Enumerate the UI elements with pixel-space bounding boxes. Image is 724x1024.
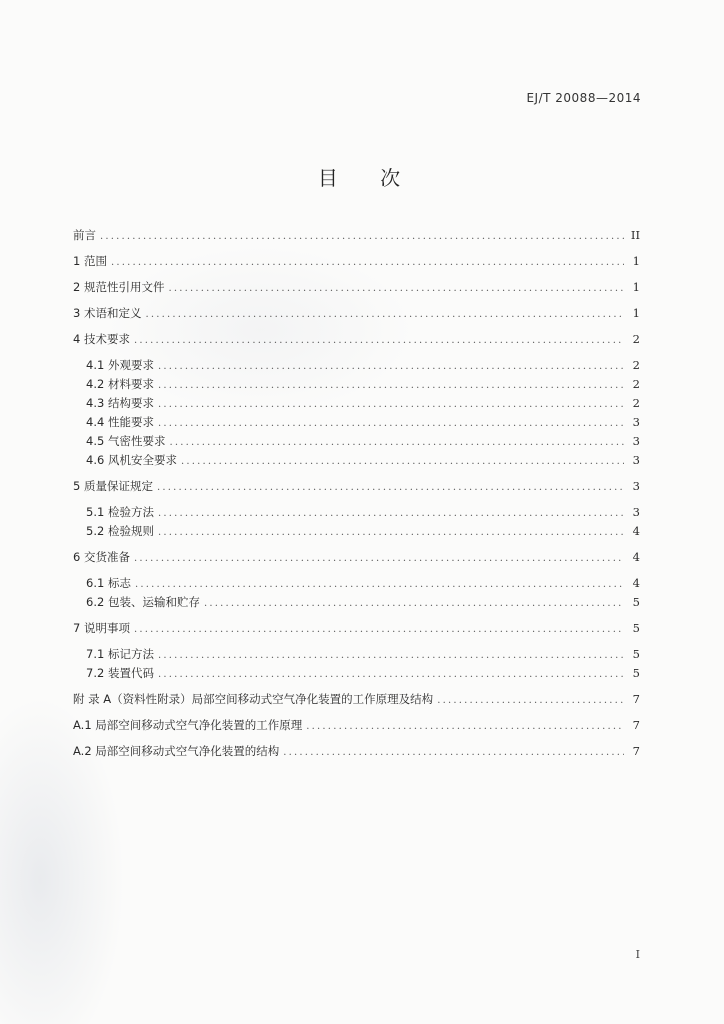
toc-entry-page: 4 — [632, 524, 640, 538]
toc-leader-dots — [306, 720, 624, 734]
toc-entry-label: 6 交货准备 — [73, 550, 130, 564]
toc-entry[interactable] — [73, 744, 640, 758]
toc-entry-label: 6.2 包装、运输和贮存 — [86, 595, 200, 609]
toc-entry-label: 附 录 A（资料性附录）局部空间移动式空气净化装置的工作原理及结构 — [73, 692, 434, 706]
toc-entry-page: 2 — [632, 396, 640, 410]
toc-entry-page: 4 — [632, 550, 640, 564]
toc-entry-label: 5.1 检验方法 — [86, 505, 154, 519]
toc-entry-page: 7 — [632, 744, 640, 758]
toc-entry[interactable] — [86, 524, 640, 538]
toc-leader-dots — [134, 552, 624, 566]
toc-entry-page: 3 — [632, 453, 640, 467]
toc-entry[interactable] — [86, 358, 640, 372]
toc-entry[interactable] — [86, 415, 640, 429]
toc-entry-page: 7 — [632, 718, 640, 732]
toc-entry-label: 7.1 标记方法 — [86, 647, 154, 661]
toc-entry[interactable] — [86, 377, 640, 391]
toc-entry-label: 1 范围 — [73, 254, 107, 268]
toc-leader-dots — [158, 398, 624, 412]
toc-entry-page: 5 — [632, 647, 640, 661]
toc-leader-dots — [283, 746, 624, 760]
toc-entry[interactable] — [86, 576, 640, 590]
toc-entry-label: 前言 — [73, 228, 96, 242]
footer-page-number: I — [635, 948, 640, 961]
toc-entry[interactable] — [73, 550, 640, 564]
toc-entry-page: 5 — [632, 595, 640, 609]
toc-entry-label: 4.2 材料要求 — [86, 377, 154, 391]
toc-entry[interactable] — [86, 396, 640, 410]
toc-entry-label: 5.2 检验规则 — [86, 524, 154, 538]
toc-leader-dots — [437, 694, 624, 708]
toc-leader-dots — [158, 526, 624, 540]
toc-leader-dots — [145, 308, 624, 322]
toc-entry[interactable] — [86, 595, 640, 609]
toc-entry[interactable] — [73, 692, 640, 706]
toc-entry-page: 3 — [632, 479, 640, 493]
toc-entry-page: 1 — [632, 254, 640, 268]
toc-entry-label: 4.6 风机安全要求 — [86, 453, 177, 467]
toc-entry[interactable] — [73, 332, 640, 346]
toc-entry-page: 2 — [632, 358, 640, 372]
toc-leader-dots — [158, 417, 624, 431]
toc-entry-label: 4 技术要求 — [73, 332, 130, 346]
toc-entry-page: 1 — [632, 280, 640, 294]
toc-entry[interactable] — [86, 666, 640, 680]
toc-entry-page: 3 — [632, 505, 640, 519]
toc-entry-label: 4.3 结构要求 — [86, 396, 154, 410]
toc-entry-label: 7 说明事项 — [73, 621, 130, 635]
document-code: EJ/T 20088—2014 — [526, 91, 641, 105]
toc-leader-dots — [134, 623, 624, 637]
toc-leader-dots — [135, 578, 624, 592]
toc-entry[interactable] — [73, 280, 640, 294]
toc-entry-label: 4.4 性能要求 — [86, 415, 154, 429]
toc-entry-page: 2 — [632, 332, 640, 346]
toc-entry[interactable] — [86, 453, 640, 467]
toc-leader-dots — [111, 256, 624, 270]
toc-entry[interactable] — [73, 228, 640, 242]
toc-entry[interactable] — [73, 254, 640, 268]
toc-leader-dots — [168, 282, 624, 296]
toc-leader-dots — [157, 481, 624, 495]
toc-entry-label: 2 规范性引用文件 — [73, 280, 165, 294]
toc-leader-dots — [158, 649, 624, 663]
toc-entry-page: 7 — [632, 692, 640, 706]
toc-entry-page: 5 — [632, 621, 640, 635]
toc-entry-page: 4 — [632, 576, 640, 590]
toc-entry[interactable] — [73, 306, 640, 320]
toc-title: 目 次 — [317, 166, 419, 190]
toc-entry[interactable] — [73, 718, 640, 732]
toc-entry-page: II — [630, 228, 640, 242]
toc-entry-label: A.1 局部空间移动式空气净化装置的工作原理 — [73, 718, 303, 732]
toc-entry-label: 5 质量保证规定 — [73, 479, 153, 493]
toc-entry-label: 4.5 气密性要求 — [86, 434, 166, 448]
toc-entry[interactable] — [86, 505, 640, 519]
toc-entry[interactable] — [73, 621, 640, 635]
toc-entry-label: 6.1 标志 — [86, 576, 131, 590]
toc-leader-dots — [181, 455, 624, 469]
toc-entry-page: 2 — [632, 377, 640, 391]
toc-entry-page: 3 — [632, 415, 640, 429]
toc-leader-dots — [100, 230, 624, 244]
toc-entry-page: 3 — [632, 434, 640, 448]
toc-entry-label: 3 术语和定义 — [73, 306, 142, 320]
toc-leader-dots — [158, 379, 624, 393]
toc-leader-dots — [158, 507, 624, 521]
toc-entry[interactable] — [86, 647, 640, 661]
toc-leader-dots — [134, 334, 624, 348]
toc-entry-page: 5 — [632, 666, 640, 680]
toc-entry-page: 1 — [632, 306, 640, 320]
toc-entry-label: A.2 局部空间移动式空气净化装置的结构 — [73, 744, 280, 758]
toc-leader-dots — [158, 668, 624, 682]
toc-leader-dots — [169, 436, 624, 450]
toc-entry-label: 4.1 外观要求 — [86, 358, 154, 372]
toc-entry-label: 7.2 装置代码 — [86, 666, 154, 680]
toc-leader-dots — [158, 360, 624, 374]
toc-entry[interactable] — [73, 479, 640, 493]
toc-leader-dots — [204, 597, 624, 611]
toc-entry[interactable] — [86, 434, 640, 448]
